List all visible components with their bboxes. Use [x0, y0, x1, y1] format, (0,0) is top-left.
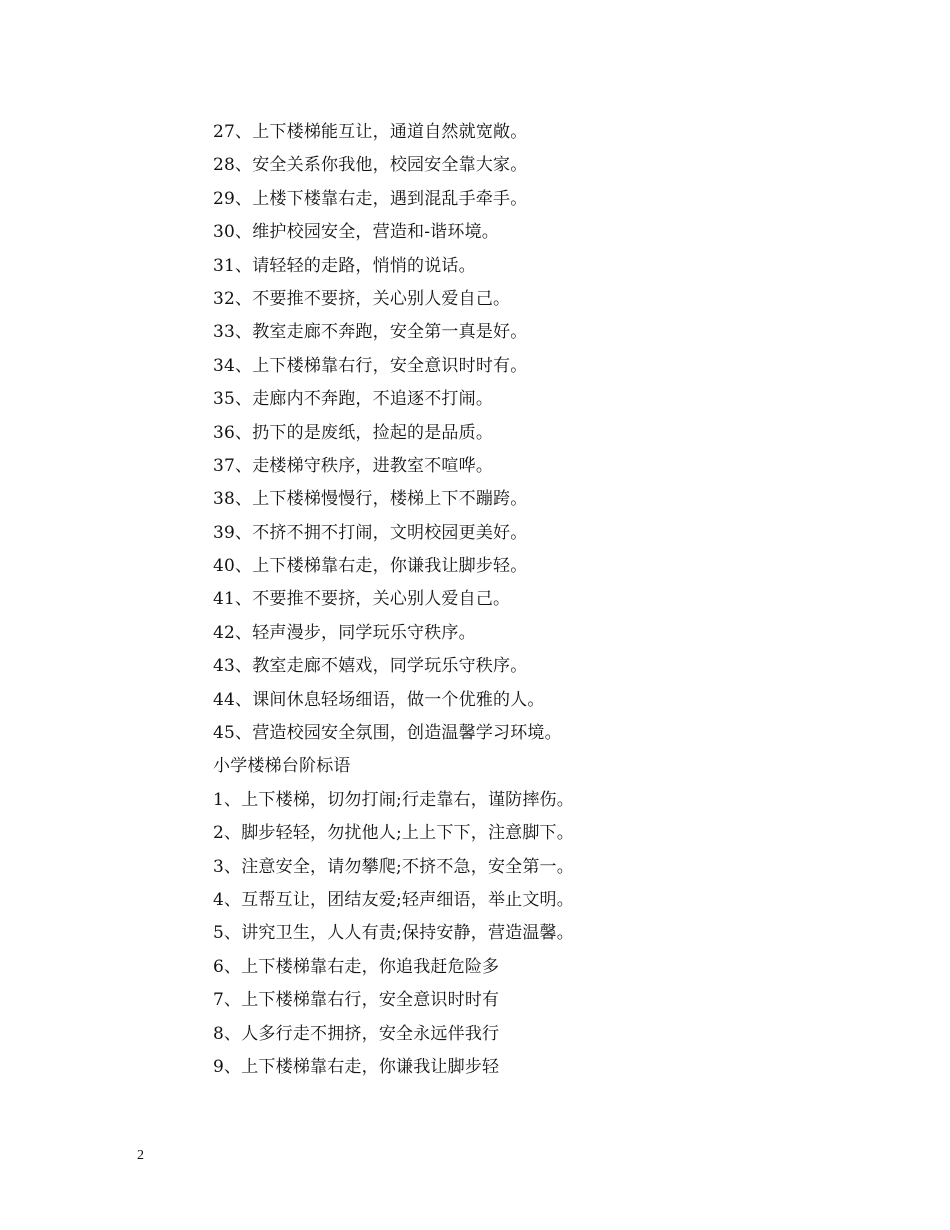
text-line: 32、不要推不要挤，关心别人爱自己。 — [213, 288, 511, 309]
text-line: 38、上下楼梯慢慢行，楼梯上下不蹦跨。 — [213, 489, 528, 510]
text-line: 4、互帮互让，团结友爱;轻声细语，举止文明。 — [213, 889, 574, 910]
section-heading: 小学楼梯台阶标语 — [213, 756, 351, 777]
text-line: 37、走楼梯守秩序，进教室不喧哗。 — [213, 455, 494, 476]
text-line: 9、上下楼梯靠右走，你谦我让脚步轻 — [213, 1056, 500, 1077]
text-line: 3、注意安全，请勿攀爬;不挤不急，安全第一。 — [213, 856, 574, 877]
text-line: 33、教室走廊不奔跑，安全第一真是好。 — [213, 322, 528, 343]
text-line: 29、上楼下楼靠右走，遇到混乱手牵手。 — [213, 188, 528, 209]
text-line: 5、讲究卫生，人人有责;保持安静，营造温馨。 — [213, 923, 574, 944]
text-line: 27、上下楼梯能互让，通道自然就宽敞。 — [213, 122, 528, 142]
text-line: 40、上下楼梯靠右走，你谦我让脚步轻。 — [213, 556, 528, 577]
text-line: 8、人多行走不拥挤，安全永远伴我行 — [213, 1023, 500, 1044]
slogan-list — [213, 116, 853, 1084]
text-line: 42、轻声漫步，同学玩乐守秩序。 — [213, 622, 476, 643]
text-line: 36、扔下的是废纸，捡起的是品质。 — [213, 422, 494, 443]
text-line: 45、营造校园安全氛围，创造温馨学习环境。 — [213, 723, 562, 744]
text-line: 39、不挤不拥不打闹，文明校园更美好。 — [213, 522, 528, 543]
text-line: 6、上下楼梯靠右走，你追我赶危险多 — [213, 956, 500, 977]
text-line: 30、维护校园安全，营造和-谐环境。 — [213, 222, 499, 243]
text-line: 34、上下楼梯靠右行，安全意识时时有。 — [213, 355, 528, 376]
text-line: 28、安全关系你我他，校园安全靠大家。 — [213, 155, 528, 176]
text-line: 1、上下楼梯，切勿打闹;行走靠右，谨防摔伤。 — [213, 789, 574, 810]
text-line: 44、课间休息轻场细语，做一个优雅的人。 — [213, 689, 545, 710]
text-line: 43、教室走廊不嬉戏，同学玩乐守秩序。 — [213, 656, 528, 677]
page-number: 2 — [137, 1148, 144, 1163]
text-line: 31、请轻轻的走路，悄悄的说话。 — [213, 255, 476, 276]
text-line: 2、脚步轻轻，勿扰他人;上上下下，注意脚下。 — [213, 823, 574, 844]
text-line: 35、走廊内不奔跑，不追逐不打闹。 — [213, 389, 494, 410]
text-line: 41、不要推不要挤，关心别人爱自己。 — [213, 589, 511, 610]
text-line: 7、上下楼梯靠右行，安全意识时时有 — [213, 990, 500, 1011]
